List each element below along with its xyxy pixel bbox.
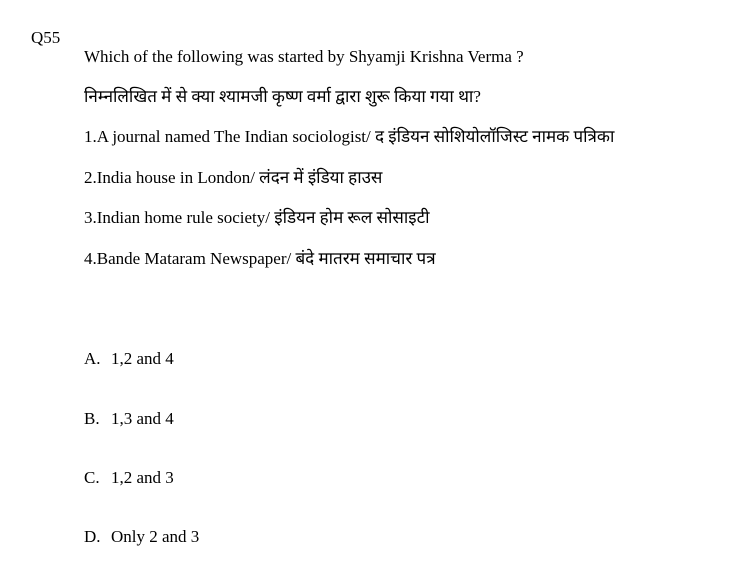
question-text-english: Which of the following was started by Shyamji Krishna Verma ? [84,47,524,66]
option-c-letter: C. [84,468,100,487]
statement-3: 3.Indian home rule society/ इंडियन होम रूल सोसाइटी [84,208,430,227]
option-a-text: 1,2 and 4 [111,349,174,368]
option-c-text: 1,2 and 3 [111,468,174,487]
option-b[interactable] [84,408,174,430]
option-a[interactable] [84,348,174,370]
question-number: Q55 [31,28,61,47]
question-text-hindi: निम्नलिखित में से क्या श्यामजी कृष्ण वर्मा द्वारा शुरू किया गया था? [84,87,481,106]
option-c[interactable] [84,467,174,489]
option-b-letter: B. [84,409,100,428]
option-d-letter: D. [84,527,101,546]
option-d[interactable] [84,526,199,548]
statement-4: 4.Bande Mataram Newspaper/ बंदे मातरम समाचार पत्र [84,249,436,268]
statement-2: 2.India house in London/ लंदन में इंडिया हाउस [84,168,383,187]
option-b-text: 1,3 and 4 [111,409,174,428]
statement-1: 1.A journal named The Indian sociologist/ द इंडियन सोशियोलॉजिस्ट नामक पत्रिका [84,127,615,146]
option-a-letter: A. [84,349,101,368]
option-d-text: Only 2 and 3 [111,527,200,546]
